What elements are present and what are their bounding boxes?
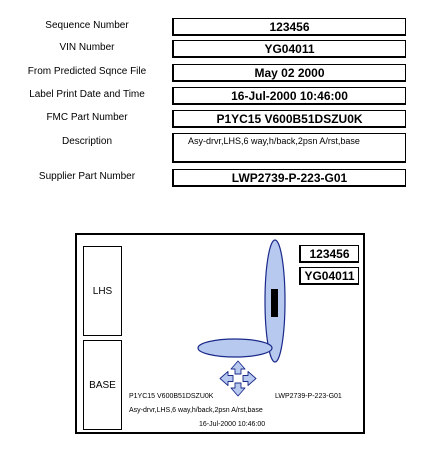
label-fmc-part-number: P1YC15 V600B51DSZU0K [129, 393, 214, 400]
seat-cushion-shape [198, 339, 272, 357]
vin-number-field[interactable]: YG04011 [172, 40, 406, 58]
predicted-file-label: From Predicted Sqnce File [27, 66, 147, 77]
supplier-part-number-label: Supplier Part Number [38, 171, 136, 182]
description-label: Description [61, 136, 113, 147]
label-sequence-number: 123456 [299, 245, 359, 263]
sequence-number-label: Sequence Number [45, 20, 129, 31]
four-way-arrow-icon [220, 361, 256, 396]
label-vin-number: YG04011 [299, 267, 359, 285]
sequence-number-field[interactable]: 123456 [172, 18, 406, 36]
fmc-part-number-label: FMC Part Number [46, 112, 128, 123]
label-supplier-part-number: LWP2739-P-223-G01 [275, 393, 342, 400]
predicted-file-field[interactable]: May 02 2000 [172, 64, 406, 82]
label-print-datetime: 16-Jul-2000 10:46:00 [199, 421, 266, 428]
variant-box: BASE [83, 340, 122, 430]
seat-back-marker [271, 289, 278, 317]
vin-number-label: VIN Number [59, 42, 115, 53]
supplier-part-number-field[interactable]: LWP2739-P-223-G01 [172, 169, 406, 187]
fmc-part-number-field[interactable]: P1YC15 V600B51DSZU0K [172, 110, 406, 128]
print-datetime-label: Label Print Date and Time [29, 89, 145, 100]
label-description: Asy-drvr,LHS,6 way,h/back,2psn A/rst,base [129, 407, 263, 414]
side-box: LHS [83, 246, 122, 336]
description-field[interactable]: Asy-drvr,LHS,6 way,h/back,2psn A/rst,base [172, 133, 406, 163]
print-datetime-field[interactable]: 16-Jul-2000 10:46:00 [172, 87, 406, 105]
label-preview [75, 233, 365, 434]
